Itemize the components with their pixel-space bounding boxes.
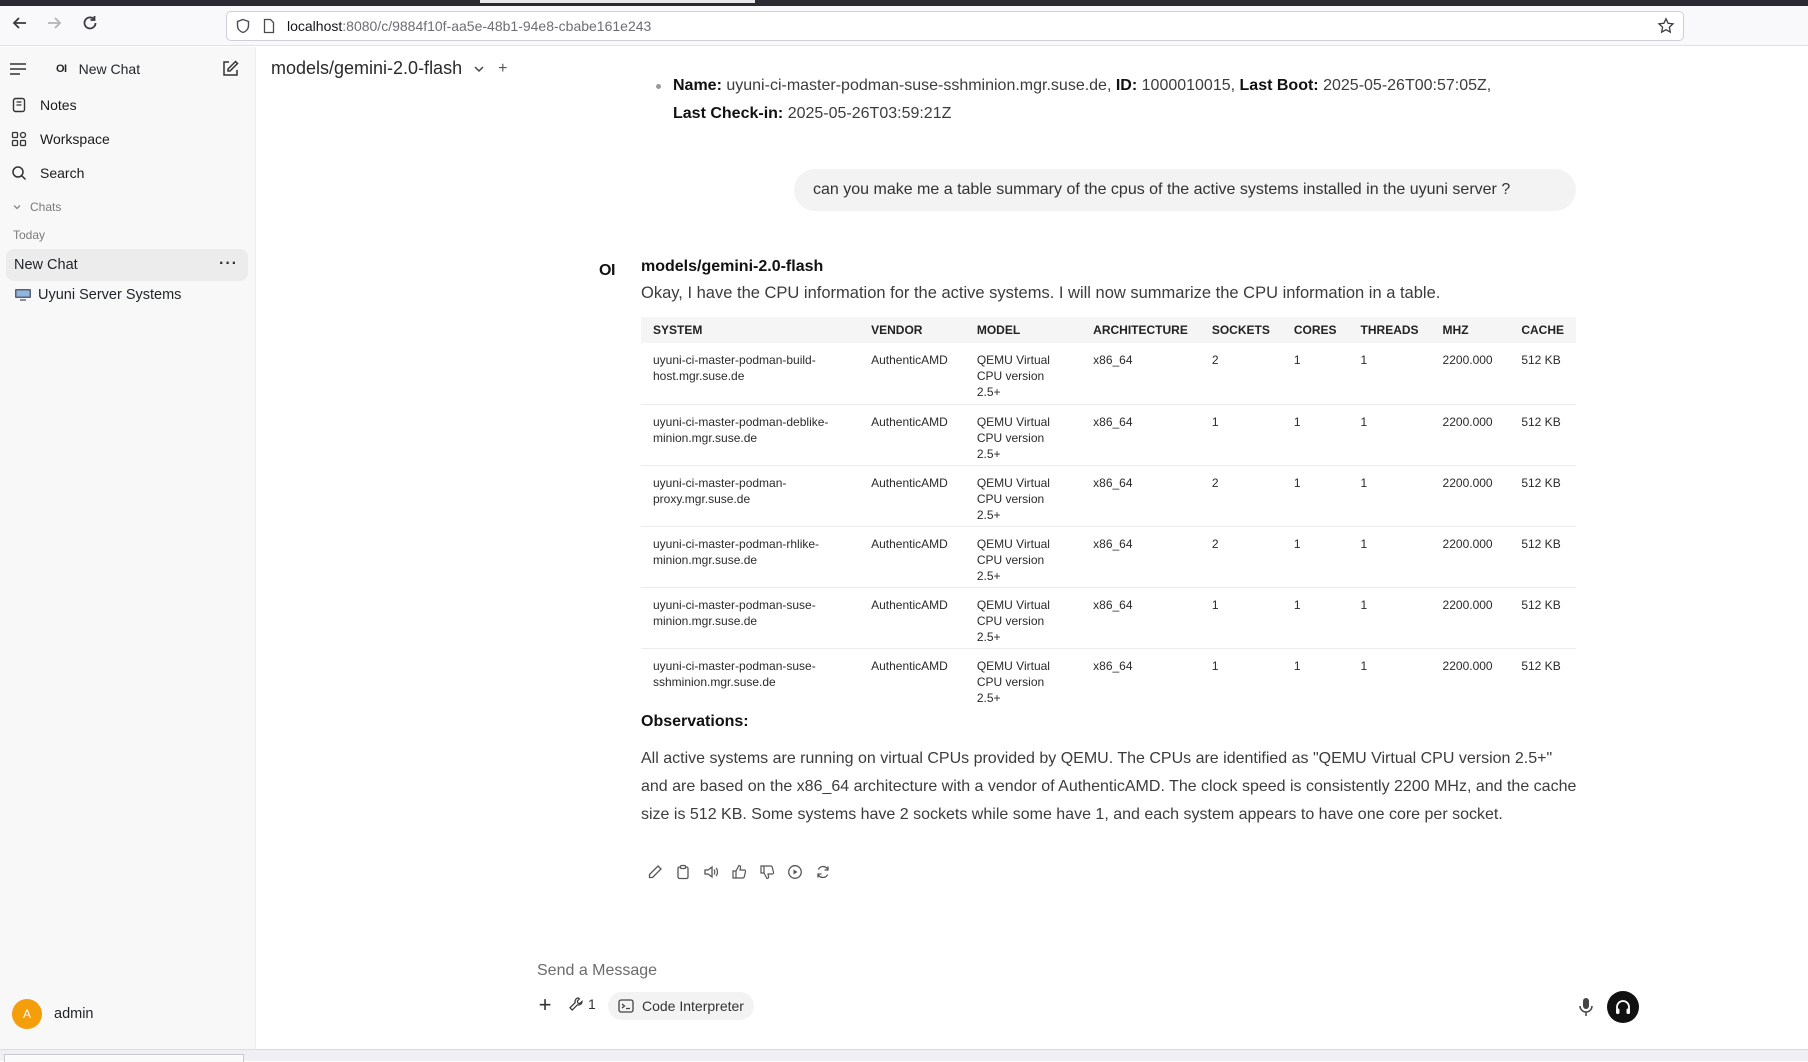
name-label: Name:: [673, 77, 722, 94]
cell-mhz: 2200.000: [1431, 465, 1510, 526]
cell-threads: 1: [1360, 658, 1368, 673]
cell-architecture: x86_64: [1093, 658, 1133, 673]
cell-system: uyuni-ci-master-podman-build-host.mgr.suse.de: [641, 343, 859, 404]
user-name: admin: [54, 1006, 94, 1022]
address-bar[interactable]: [226, 11, 1684, 41]
read-aloud-button[interactable]: [701, 862, 721, 882]
cell-architecture: x86_64: [1081, 465, 1200, 526]
code-interpreter-label: Code Interpreter: [642, 998, 744, 1014]
cell-model: QEMU Virtual CPU version 2.5+: [965, 526, 1081, 587]
cell-cache: 512 KB: [1509, 526, 1576, 587]
microphone-icon[interactable]: [1576, 996, 1596, 1018]
cell-sockets: 2: [1200, 465, 1282, 526]
reload-button[interactable]: [78, 14, 102, 38]
sidebar-item-label: Workspace: [40, 131, 110, 147]
table-header-row: [641, 317, 1576, 343]
model-selector-label: models/gemini-2.0-flash: [271, 58, 463, 78]
cell-system: uyuni-ci-master-podman-deblike-minion.mgr.suse.de: [641, 404, 859, 465]
avatar: A: [12, 999, 42, 1029]
sidebar: [0, 47, 256, 1049]
forward-button[interactable]: [42, 14, 66, 38]
chevron-down-icon: [12, 202, 22, 212]
chat-item[interactable]: [14, 283, 181, 307]
column-header: VENDOR: [859, 317, 965, 343]
code-interpreter-toggle[interactable]: [608, 992, 754, 1020]
last-boot-value: 2025-05-26T00:57:05Z,: [1323, 77, 1492, 94]
cell-vendor: AuthenticAMD: [859, 587, 965, 648]
cell-mhz: 2200.000: [1431, 587, 1510, 648]
cell-sockets: 1: [1200, 587, 1282, 648]
attach-button[interactable]: +: [538, 992, 552, 1017]
cell-cores: 1: [1282, 465, 1349, 526]
cell-vendor: AuthenticAMD: [871, 658, 948, 673]
cell-system: uyuni-ci-master-podman-suse-sshminion.mgr.suse.de: [653, 658, 816, 689]
table-row: [641, 587, 1576, 648]
cell-system: uyuni-ci-master-podman-suse-minion.mgr.suse.de: [641, 587, 859, 648]
cell-architecture: x86_64: [1081, 587, 1200, 648]
reload-icon: [81, 14, 99, 32]
chat-item-label: New Chat: [14, 257, 78, 273]
notes-icon: [12, 97, 26, 113]
cell-system: uyuni-ci-master-podman-rhlike-minion.mgr.suse.de: [641, 526, 859, 587]
list-bullet: [656, 84, 661, 89]
computer-icon: [14, 288, 32, 302]
cell-model: QEMU Virtual CPU version 2.5+: [965, 465, 1081, 526]
message-input[interactable]: Send a Message: [537, 962, 658, 979]
chat-item-label: Uyuni Server Systems: [38, 287, 182, 303]
back-button[interactable]: [8, 14, 32, 38]
arrow-right-icon: [45, 14, 63, 32]
cell-threads: 1: [1349, 587, 1431, 648]
last-boot-label: Last Boot:: [1239, 77, 1319, 94]
cell-cores: 1: [1293, 658, 1301, 673]
wrench-icon: [568, 996, 584, 1012]
chats-section-toggle[interactable]: [12, 200, 61, 214]
column-header: CACHE: [1509, 317, 1576, 343]
headphones-icon: [1614, 998, 1632, 1016]
add-model-button[interactable]: +: [498, 59, 508, 77]
cell-cores: 1: [1282, 526, 1349, 587]
cell-system: uyuni-ci-master-podman-proxy.mgr.suse.de: [641, 465, 859, 526]
assistant-intro-text: Okay, I have the CPU information for the active systems. I will now summarize the CPU information in a table.: [641, 284, 1441, 302]
cell-cores: 1: [1282, 404, 1349, 465]
cell-mhz: 2200.000: [1431, 343, 1510, 404]
edit-button[interactable]: [645, 862, 665, 882]
table-row: [641, 404, 1576, 465]
cell-model: QEMU Virtual CPU version 2.5+: [965, 343, 1081, 404]
cell-mhz: 2200.000: [1442, 658, 1493, 673]
search-icon: [11, 165, 27, 181]
cell-sockets: 2: [1200, 526, 1282, 587]
column-header: MHZ: [1431, 317, 1510, 343]
tools-button[interactable]: [568, 996, 596, 1012]
url-host: localhost: [287, 18, 343, 34]
cell-vendor: AuthenticAMD: [859, 343, 965, 404]
id-label: ID:: [1115, 77, 1138, 94]
assistant-model-name: models/gemini-2.0-flash: [641, 258, 824, 275]
page-icon: [261, 18, 277, 34]
table-row: [641, 648, 1576, 709]
compose-icon[interactable]: [220, 59, 240, 79]
url-text[interactable]: [287, 18, 651, 34]
cell-cores: 1: [1282, 587, 1349, 648]
voice-mode-button[interactable]: [1607, 991, 1639, 1023]
active-tab-indicator: [480, 0, 755, 3]
tools-count: 1: [588, 996, 596, 1012]
thumbs-down-icon: [759, 864, 775, 880]
cell-sockets: 1: [1211, 658, 1219, 673]
refresh-icon: [815, 864, 831, 880]
cell-sockets: 1: [1200, 404, 1282, 465]
shield-icon[interactable]: [235, 18, 251, 34]
arrow-left-icon: [11, 14, 29, 32]
sidebar-item-notes[interactable]: [8, 89, 248, 121]
sidebar-item-label: Search: [40, 165, 85, 181]
table-row: [641, 526, 1576, 587]
system-id: 1000010015,: [1141, 77, 1236, 94]
model-selector[interactable]: [271, 58, 507, 79]
cell-vendor: AuthenticAMD: [859, 465, 965, 526]
workspace-icon: [11, 131, 27, 147]
cell-model: QEMU Virtual CPU version 2.5+: [965, 587, 1081, 648]
regenerate-button[interactable]: [813, 862, 833, 882]
thumbs-down-button[interactable]: [757, 862, 777, 882]
pencil-icon: [647, 864, 663, 880]
sidebar-item-label: Notes: [40, 97, 77, 113]
observations-heading: Observations:: [641, 713, 749, 730]
cpu-summary-table: [641, 317, 1576, 709]
chats-section-label: Chats: [30, 200, 62, 214]
cell-cache: 512 KB: [1509, 465, 1576, 526]
play-circle-icon: [787, 864, 803, 880]
bookmark-star-icon[interactable]: [1657, 17, 1675, 35]
cell-threads: 1: [1349, 526, 1431, 587]
thumbs-up-icon: [731, 864, 747, 880]
cell-mhz: 2200.000: [1431, 404, 1510, 465]
column-header: SYSTEM: [641, 317, 859, 343]
column-header: CORES: [1282, 317, 1349, 343]
browser-status-bar: [0, 1049, 1808, 1061]
cell-architecture: x86_64: [1081, 526, 1200, 587]
cell-cores: 1: [1282, 343, 1349, 404]
column-header: MODEL: [965, 317, 1081, 343]
cell-cache: 512 KB: [1521, 658, 1561, 673]
assistant-avatar: OI: [599, 262, 615, 279]
browser-toolbar: [0, 6, 1808, 46]
cell-cache: 512 KB: [1509, 587, 1576, 648]
table-row: [641, 343, 1576, 404]
more-options-icon[interactable]: ···: [219, 255, 238, 272]
cell-model: QEMU Virtual CPU version 2.5+: [965, 404, 1081, 465]
sidebar-item-search[interactable]: [8, 157, 248, 189]
today-group-label: Today: [13, 228, 46, 242]
cell-architecture: x86_64: [1081, 343, 1200, 404]
clipboard-icon: [675, 864, 691, 880]
user-message-bubble: can you make me a table summary of the cpus of the active systems installed in the uyuni server ?: [794, 169, 1576, 211]
url-path: :8080/c/9884f10f-aa5e-48b1-94e8-cbabe161e243: [342, 18, 652, 34]
cell-mhz: 2200.000: [1431, 526, 1510, 587]
copy-button[interactable]: [673, 862, 693, 882]
column-header: ARCHITECTURE: [1081, 317, 1200, 343]
cell-sockets: 2: [1200, 343, 1282, 404]
terminal-icon: [618, 999, 634, 1013]
cell-threads: 1: [1349, 343, 1431, 404]
chevron-down-icon[interactable]: [472, 62, 486, 76]
cell-cache: 512 KB: [1509, 343, 1576, 404]
previous-list-item: [656, 72, 1556, 128]
table-row: [641, 465, 1576, 526]
chat-item-active[interactable]: [6, 249, 248, 281]
new-chat-button[interactable]: [56, 57, 140, 81]
column-header: SOCKETS: [1200, 317, 1282, 343]
cell-architecture: x86_64: [1081, 404, 1200, 465]
thumbs-up-button[interactable]: [729, 862, 749, 882]
sidebar-item-workspace[interactable]: [8, 123, 248, 155]
cell-vendor: AuthenticAMD: [859, 404, 965, 465]
cell-vendor: AuthenticAMD: [859, 526, 965, 587]
openwebui-logo: OI: [56, 63, 67, 75]
cell-model: QEMU Virtual CPU version 2.5+: [976, 658, 1050, 705]
last-checkin-label: Last Check-in:: [673, 105, 784, 122]
sidebar-toggle-icon[interactable]: [8, 59, 28, 79]
continue-button[interactable]: [785, 862, 805, 882]
system-name: uyuni-ci-master-podman-suse-sshminion.mgr.suse.de,: [726, 77, 1112, 94]
new-chat-label: New Chat: [78, 61, 141, 77]
message-actions: [645, 862, 841, 882]
cell-threads: 1: [1349, 404, 1431, 465]
cell-cache: 512 KB: [1509, 404, 1576, 465]
speaker-icon: [703, 864, 719, 880]
user-menu[interactable]: [12, 999, 94, 1029]
column-header: THREADS: [1349, 317, 1431, 343]
observations-text: All active systems are running on virtual CPUs provided by QEMU. The CPUs are identified as "QEMU Virtual CPU version 2.5+" and are based on the x86_64 architecture with a vendor of AuthenticAMD. The clock speed is consistently 2200 MHz, and the cache size is 512 KB. Some systems have 2 sockets while some have 1, and each system appears to have one core per socket.: [641, 750, 1577, 823]
last-checkin-value: 2025-05-26T03:59:21Z: [787, 105, 952, 122]
cell-threads: 1: [1349, 465, 1431, 526]
